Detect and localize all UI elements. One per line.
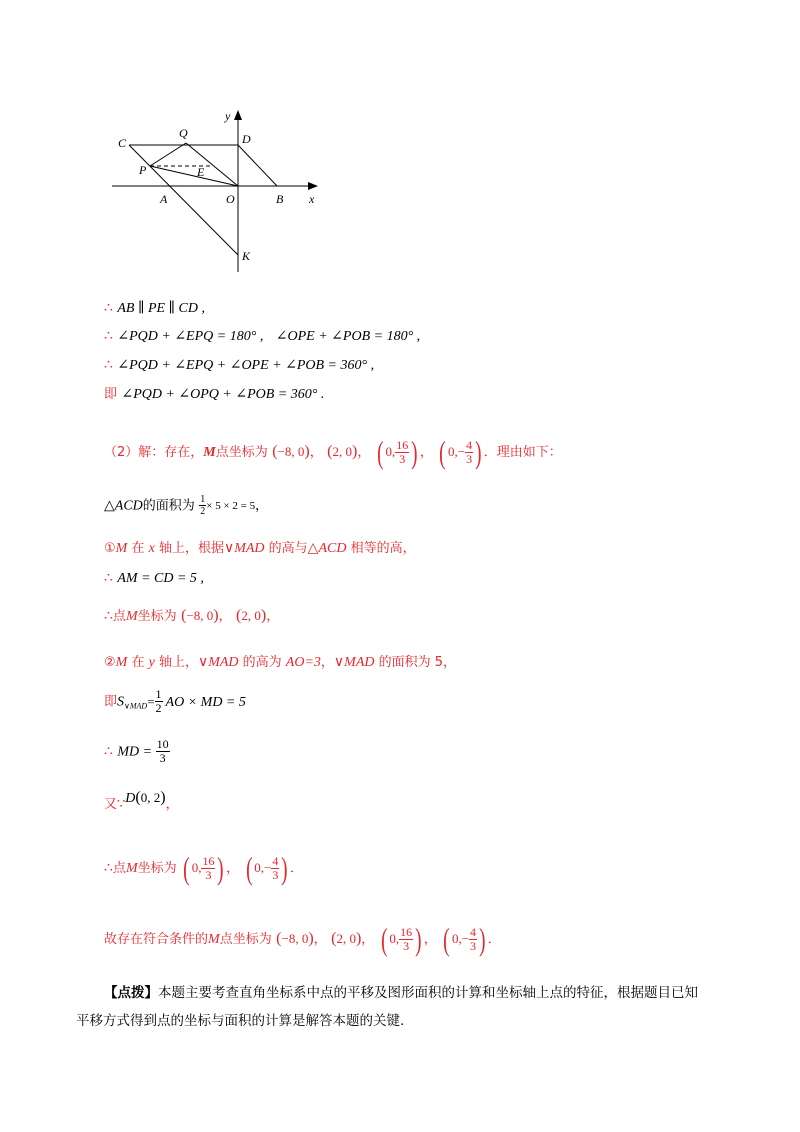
therefore-symbol: ∴ [104, 328, 113, 344]
md-line [104, 738, 170, 765]
label-K: K [242, 249, 251, 263]
area-calculation: × 5 × 2 = 5 [206, 499, 256, 512]
note-text-1: 本题主要考查直角坐标系中点的平移及图形面积的计算和坐标轴上点的特征，根据题目已知 [158, 985, 698, 1001]
segment-PQ [150, 143, 186, 166]
comma: ， [423, 932, 437, 947]
namely-prefix: 即 [104, 387, 118, 402]
coord-0: 0, [191, 860, 202, 875]
parallel-statement: AB ∥ PE ∥ CD , [117, 301, 205, 316]
therefore-symbol: ∴ [104, 357, 113, 373]
period: ． [290, 861, 304, 876]
part2-answer-line: （2）解：存在，M点坐标为 (−8, 0)， (2, 0)， ( 0, $\frac{16}{3}$ ) ， ( 0,− $\frac{4}{3}$ ) ．理由如下： [104, 434, 562, 470]
segment-PO [150, 166, 238, 186]
fraction-one-half: $\frac{1}{2}$ [155, 687, 162, 715]
coord-0: 0, [254, 860, 265, 875]
label-A: A [160, 192, 168, 206]
md-label: MD = [117, 744, 156, 760]
label-D: D [242, 132, 251, 146]
point-M: M [125, 609, 138, 624]
part2-prefix: （2）解：存在， [104, 445, 204, 460]
coord-0: 0, [385, 444, 396, 459]
triangle-acd: △ACD [104, 498, 143, 514]
angle-sum-equation: ∠PQD + ∠EPQ + ∠OPE + ∠POB = 360° , [117, 358, 375, 373]
point-D: D [125, 791, 136, 806]
label-B: B [276, 192, 284, 206]
proof-line-1 [104, 298, 205, 319]
fraction-4-3: $\frac{4}{3}$ [272, 853, 279, 882]
angle-equation-b: ∠OPE + ∠POB = 180° , [275, 329, 421, 344]
fraction-one-half: $\frac{1}{2}$ [200, 494, 206, 517]
text-axis: 轴上，根据 [154, 541, 224, 556]
therefore-symbol: ∴ [104, 570, 113, 586]
case-1-marker: ① [104, 541, 116, 556]
text-height: 的高与 [264, 541, 308, 556]
comma: ， [226, 861, 240, 876]
triangle-mad: ∨MAD [333, 655, 375, 670]
therefore-symbol: ∴ [104, 300, 113, 316]
minus-sign: − [461, 931, 470, 946]
coord-0: 0, [451, 931, 462, 946]
text-height-is: 的高为 [238, 655, 286, 670]
label-C: C [118, 136, 127, 150]
point-M: M [203, 445, 216, 460]
area-acd-line [104, 494, 268, 517]
comma: ， [309, 445, 323, 460]
y-axis-arrow [234, 110, 242, 120]
comma: ， [255, 498, 269, 514]
geometry-figure [112, 108, 342, 278]
coord-d: 0, 2 [140, 790, 161, 805]
label-O: O [226, 192, 235, 206]
coord-0: 0, [447, 444, 458, 459]
angle-equation-a: ∠PQD + ∠EPQ = 180° , [117, 329, 264, 344]
text-axis: 轴上， [154, 655, 198, 670]
comma: ， [313, 932, 327, 947]
label-Q: Q [179, 126, 188, 140]
text-point: 点 [112, 609, 126, 624]
case-1-line [104, 538, 416, 559]
coord-label: 点坐标为 [215, 445, 268, 460]
conclusion-text: 故存在符合条件的 [104, 932, 209, 947]
note-text-2: 平移方式得到点的坐标与面积的计算是解答本题的关键. [76, 1013, 405, 1029]
fraction-16-3: $\frac{16}{3}$ [396, 437, 409, 466]
minus-sign: − [457, 444, 466, 459]
text-point: 点 [112, 861, 126, 876]
coord-m8: −8, 0 [186, 608, 214, 623]
point-M: M [115, 655, 128, 670]
label-y: y [225, 109, 231, 123]
coord-label: 点坐标为 [219, 932, 272, 947]
note-title: 【点拨】 [104, 985, 158, 1001]
therefore-symbol: ∴ [104, 743, 113, 760]
therefore-symbol: ∴ [104, 608, 113, 624]
comma: ， [218, 609, 232, 624]
label-P: P [139, 163, 147, 177]
fraction-16-3: $\frac{16}{3}$ [400, 924, 413, 953]
area-symbol: S [117, 694, 125, 710]
segment-DB [238, 145, 277, 186]
area-subscript: ∨MAD [124, 701, 148, 711]
therefore-symbol: ∴ [104, 860, 113, 876]
angle-conclusion: ∠PQD + ∠OPQ + ∠POB = 360° . [121, 387, 325, 402]
namely-prefix: 即 [104, 694, 118, 710]
fraction-4-3: $\frac{4}{3}$ [466, 437, 473, 466]
note-line-2 [76, 1011, 404, 1031]
minus-sign: − [264, 860, 272, 875]
fraction-16-3: $\frac{16}{3}$ [202, 853, 215, 882]
point-M: M [125, 861, 138, 876]
x-var: x [148, 541, 155, 556]
comma: ， [361, 932, 375, 947]
fraction-10-3: $\frac{10}{3}$ [156, 737, 169, 765]
segment-CK [129, 145, 238, 255]
also-because: 又∵ [104, 797, 126, 812]
proof-line-2 [104, 326, 420, 347]
comma: ， [165, 797, 179, 812]
point-M: M [208, 932, 220, 947]
proof-line-3 [104, 355, 374, 376]
note-line-1 [104, 983, 698, 1003]
coord-2: 2, 0 [332, 444, 352, 459]
case-2-line [104, 652, 456, 673]
coord-m8: −8, 0 [281, 931, 309, 946]
case-2-result-line: ∴点M坐标为 ( 0, $\frac{16}{3}$ ) ， ( 0,− $\frac{4}{3}$ ) ． [104, 850, 304, 886]
coord-label: 坐标为 [137, 609, 177, 624]
label-x: x [309, 192, 315, 206]
comma: ， [419, 445, 433, 460]
point-M: M [115, 541, 128, 556]
coord-0: 0, [389, 931, 400, 946]
label-E: E [197, 165, 205, 179]
comma: ， [357, 445, 371, 460]
period: ． [487, 932, 501, 947]
am-cd-line [104, 568, 204, 589]
coord-2: 2, 0 [241, 608, 261, 623]
text-equal-height: 相等的高， [346, 541, 416, 556]
am-equals-cd: AM = CD = 5 , [117, 571, 204, 586]
coord-label: 坐标为 [137, 861, 177, 876]
coord-2: 2, 0 [336, 931, 356, 946]
point-d-line: 又∵D(0, 2)， [104, 789, 179, 812]
text-area-is-5: 的面积为 5， [374, 655, 457, 670]
final-conclusion-line: 故存在符合条件的M点坐标为 (−8, 0)， (2, 0)， ( 0, $\frac{16}{3}$ ) ， ( 0,− $\frac{4}{3}$ ) ． [104, 921, 501, 957]
triangle-mad: ∨MAD [197, 655, 239, 670]
area-formula-line [104, 688, 246, 717]
comma: ， [320, 655, 334, 670]
fraction-4-3: $\frac{4}{3}$ [470, 924, 477, 953]
case-2-marker: ② [104, 655, 116, 670]
text-on: 在 [127, 655, 149, 670]
area-label: 的面积为 [142, 498, 195, 514]
area-expression: AO × MD = 5 [165, 694, 246, 710]
text-on: 在 [127, 541, 149, 556]
ao-equals-3: AO=3 [285, 655, 321, 670]
coord-m8: −8, 0 [277, 444, 305, 459]
y-var: y [148, 655, 155, 670]
case-1-result-line: ∴点M坐标为 (−8, 0)， (2, 0)， [104, 607, 280, 624]
comma: ， [266, 609, 280, 624]
triangle-mad: ∨MAD [223, 541, 265, 556]
triangle-acd: △ACD [307, 541, 347, 556]
reason-follows: ．理由如下： [483, 445, 562, 460]
proof-line-4 [104, 384, 324, 405]
x-axis-arrow [308, 182, 318, 190]
equals-sign: = [147, 693, 155, 709]
segment-QO [186, 143, 238, 186]
